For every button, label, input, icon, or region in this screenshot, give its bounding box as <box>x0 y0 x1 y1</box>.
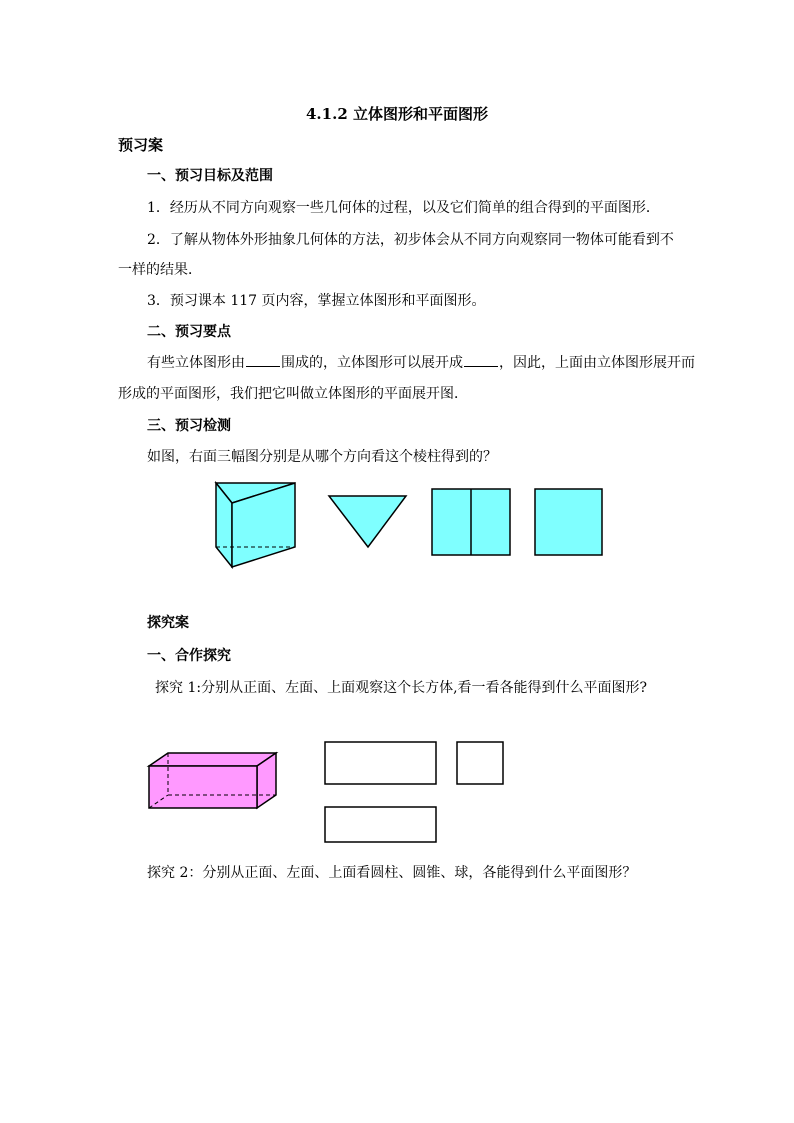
left-view-box[interactable] <box>457 742 503 784</box>
preview-question: 如图，右面三幅图分别是从哪个方向看这个棱柱得到的？ <box>147 449 497 465</box>
preview-heading: 预习案 <box>118 136 164 154</box>
preview-item2-line2: 一样的结果． <box>118 262 202 278</box>
explore-task2: 探究 2：分别从正面、左面、上面看圆柱、圆锥、球，各能得到什么平面图形？ <box>147 865 637 881</box>
explore-section1-heading: 一、合作探究 <box>147 648 231 664</box>
preview-item1: 1．经历从不同方向观察一些几何体的过程，以及它们简单的组合得到的平面图形． <box>147 200 660 216</box>
front-view-box[interactable] <box>325 742 436 784</box>
preview-section1-heading: 一、预习目标及范围 <box>147 168 273 184</box>
preview-section3-heading: 三、预习检测 <box>147 418 231 434</box>
key-point-text-a: 有些立体图形由 <box>147 355 245 371</box>
key-point-text-c: ，因此，上面由立体图形展开而 <box>499 355 695 371</box>
key-point-text-b: 围成的，立体图形可以展开成 <box>281 355 463 371</box>
page-title: 4.1.2 立体图形和平面图形 <box>306 105 488 123</box>
explore-task1: 探究 1:分别从正面、左面、上面观察这个长方体,看一看各能得到什么平面图形? <box>155 680 648 696</box>
preview-item2-line1: 2．了解从物体外形抽象几何体的方法，初步体会从不同方向观察同一物体可能看到不 <box>147 232 674 248</box>
explore-heading: 探究案 <box>147 615 189 631</box>
preview-key-point-line2: 形成的平面图形，我们把它叫做立体图形的平面展开图． <box>118 386 468 402</box>
preview-item3: 3．预习课本 117 页内容，掌握立体图形和平面图形。 <box>147 293 486 309</box>
cuboid <box>149 753 276 808</box>
preview-section2-heading: 二、预习要点 <box>147 324 231 340</box>
top-view-box[interactable] <box>325 807 436 842</box>
